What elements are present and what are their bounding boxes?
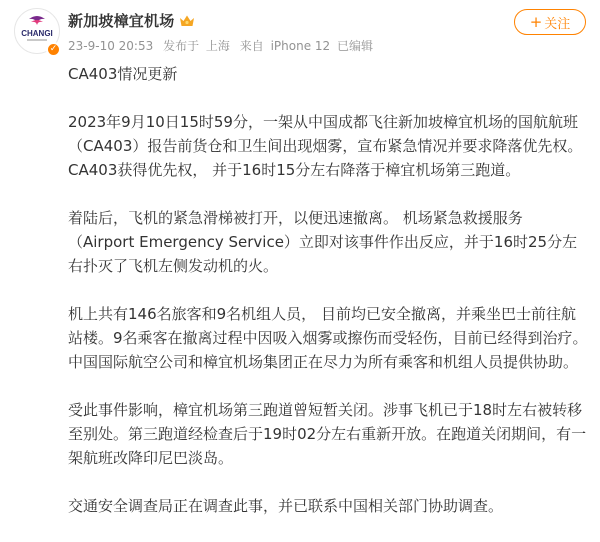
post-paragraph: 交通安全调查局正在调查此事，并已联系中国相关部门协助调查。 (68, 497, 504, 515)
post-content (68, 62, 588, 542)
author-name[interactable]: 新加坡樟宜机场 (68, 11, 175, 30)
verified-badge-icon: ✓ (46, 42, 61, 57)
crown-icon (179, 13, 195, 27)
post-paragraph: 2023年9月10日15时59分，一架从中国成都飞往新加坡樟宜机场的国航航班（CA403）报告前货仓和卫生间出现烟雾，宣布紧急情况并要求降落优先权。CA403获得优先权， 并于16时15分左右降落于樟宜机场第三跑道。 (68, 113, 583, 179)
post-location: 上海 (205, 39, 230, 53)
post-paragraph: 着陆后，飞机的紧急滑梯被打开，以便迅速撤离。 机场紧急救援服务（Airport Emergency Service）立即对该事件作出反应，并于16时25分左右扑灭了飞机左侧发动机的火。 (68, 209, 578, 275)
post-header (0, 0, 600, 60)
post-meta (68, 37, 379, 54)
post-device: iPhone 12 (270, 39, 331, 53)
follow-label: 关注 (544, 16, 571, 32)
post-paragraph: 受此事件影响，樟宜机场第三跑道曾短暂关闭。涉事飞机已于18时左右被转移至别处。第三跑道经检查后于19时02分左右重新开放。在跑道关闭期间，有一架航班改降印尼巴淡岛。 (68, 401, 587, 467)
follow-button[interactable] (514, 9, 586, 35)
avatar-text: CHANGI (21, 29, 53, 38)
edited-label[interactable]: 已编辑 (337, 39, 374, 53)
plus-icon: + (529, 12, 543, 31)
post-title: CA403情况更新 (68, 65, 178, 83)
publish-label: 发布于 (163, 39, 200, 53)
post-time[interactable]: 23-9-10 20:53 (68, 39, 154, 53)
post-paragraph: 机上共有146名旅客和9名机组人员， 目前均已安全撤离，并乘坐巴士前往航站楼。9名乘客在撤离过程中因吸入烟雾或擦伤而受轻伤，目前已经得到治疗。中国国际航空公司和樟宜机场集团正在尽力为所有乘客和机组人员提供协助。 (68, 305, 588, 371)
source-prefix: 来自 (239, 39, 264, 53)
